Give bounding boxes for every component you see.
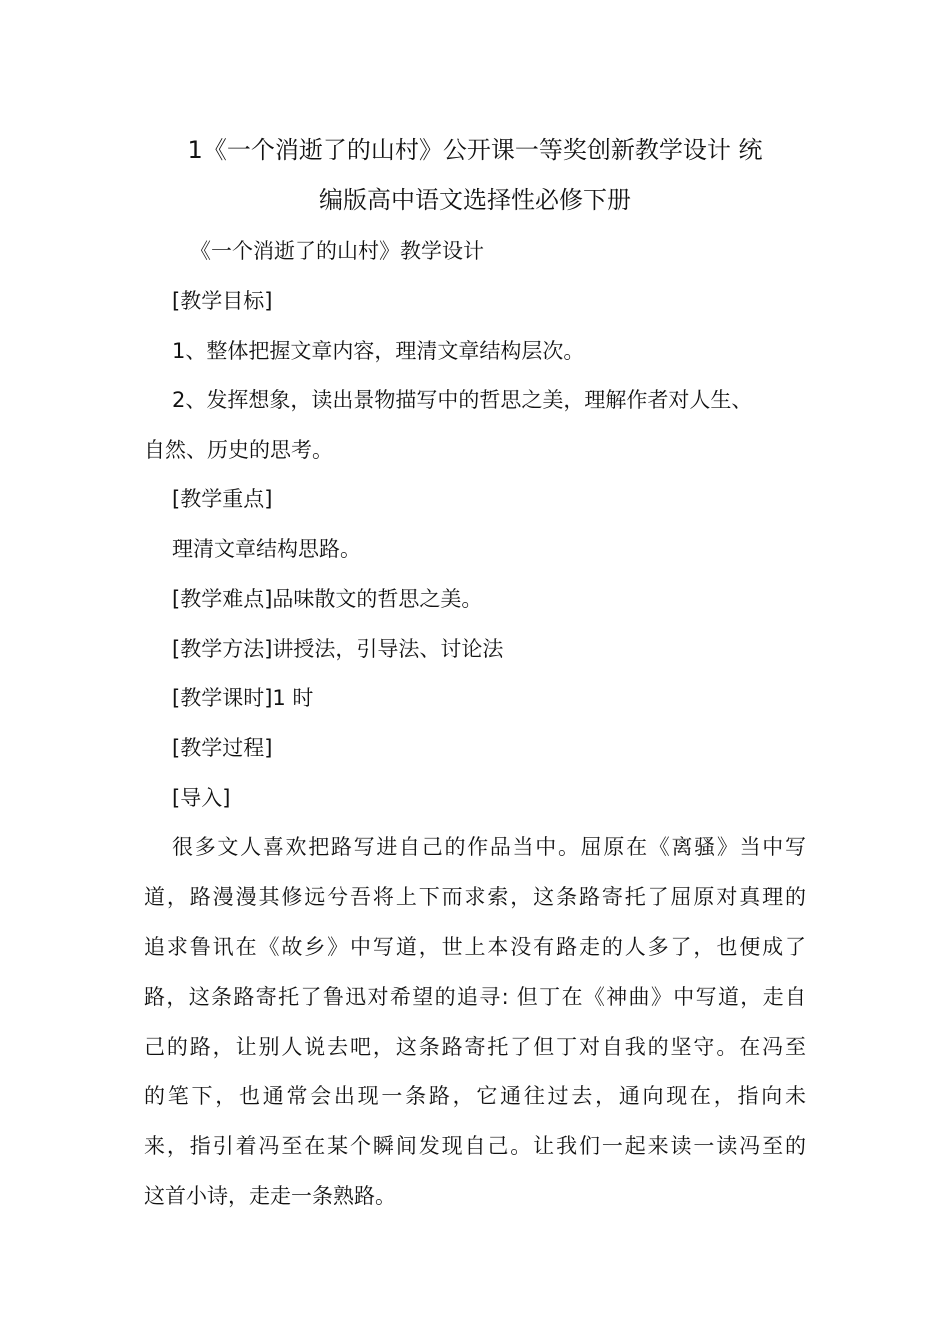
intro-paragraph-line: 很多文人喜欢把路写进自己的作品当中。屈原在《离骚》当中写 (172, 835, 806, 859)
objective-1: 1、整体把握文章内容，理清文章结构层次。 (172, 339, 585, 363)
hours-text: [教学课时]1 时 (172, 686, 314, 710)
document-title-line-2: 编版高中语文选择性必修下册 (319, 186, 631, 214)
intro-paragraph-line: 道，路漫漫其修远兮吾将上下而求索，这条路寄托了屈原对真理的 (144, 885, 806, 909)
difficulty-text: [教学难点]品味散文的哲思之美。 (172, 587, 483, 611)
key-point-text: 理清文章结构思路。 (172, 537, 361, 561)
key-point-heading: [教学重点] (172, 487, 273, 511)
intro-paragraph-line: 路，这条路寄托了鲁迅对希望的追寻: 但丁在《神曲》中写道，走自 (144, 985, 806, 1009)
intro-paragraph-line: 来，指引着冯至在某个瞬间发现自己。让我们一起来读一读冯至的 (144, 1134, 806, 1158)
intro-paragraph-line: 的笔下，也通常会出现一条路，它通往过去，通向现在，指向未 (144, 1084, 806, 1108)
lesson-subtitle: 《一个消逝了的山村》教学设计 (190, 239, 484, 263)
intro-paragraph-line: 己的路，让别人说去吧，这条路寄托了但丁对自我的坚守。在冯至 (144, 1035, 806, 1059)
intro-heading: [导入] (172, 786, 231, 810)
methods-text: [教学方法]讲授法，引导法、讨论法 (172, 637, 504, 661)
document-title-line-1: 1《一个消逝了的山村》公开课一等奖创新教学设计 统 (187, 136, 763, 164)
objective-2-line-2: 自然、历史的思考。 (144, 438, 333, 462)
objective-2-line-1: 2、发挥想象，读出景物描写中的哲思之美，理解作者对人生、 (172, 388, 753, 412)
intro-paragraph-line: 追求鲁讯在《故乡》中写道，世上本没有路走的人多了，也便成了 (144, 935, 806, 959)
intro-paragraph-line: 这首小诗，走走一条熟路。 (144, 1184, 396, 1208)
process-heading: [教学过程] (172, 736, 273, 760)
objectives-heading: [教学目标] (172, 289, 273, 313)
